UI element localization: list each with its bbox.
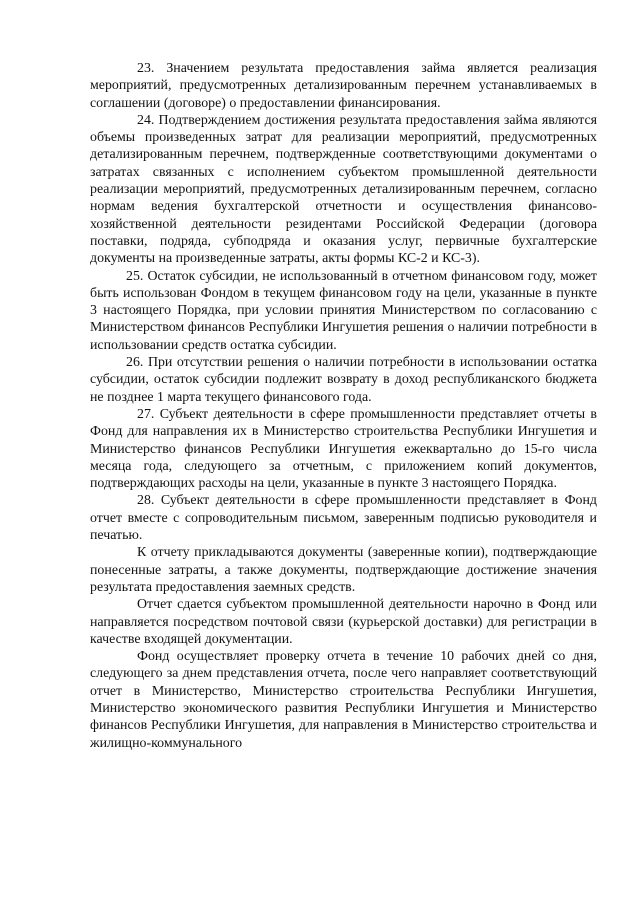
paragraph-verification: Фонд осуществляет проверку отчета в течение 10 рабочих дней со дня, следующего за днем представления отчета, после чего направляет соответствующий отчет в Министерство, Министерство строительства Республики Ингушетия, Министерство экономического развития Республики Ингушетия и Министерство финансов Республики Ингушетия, для направления в Министерство строительства и жилищно-коммунального (90, 649, 597, 751)
paragraph-27: 27. Субъект деятельности в сфере промышленности представляет отчеты в Фонд для направления их в Министерство строительства Республики Ингушетия и Министерство финансов Республики Ингушетия ежеквартально до 15-го числа месяца года, следующего за отчетным, с приложением копий документов, подтверждающих расходы на цели, указанные в пункте 3 настоящего Порядка. (90, 406, 597, 492)
paragraph-attachments: К отчету прикладываются документы (заверенные копии), подтверждающие понесенные затраты, а также документы, подтверждающие достижение значения результата предоставления заемных средств. (90, 545, 597, 595)
paragraph-23: 23. Значением результата предоставления займа является реализация мероприятий, предусмотренных детализированным перечнем устанавливаемых в соглашении (договоре) о предоставлении финансирования. (90, 61, 597, 111)
paragraph-26: 26. При отсутствии решения о наличии потребности в использовании остатка субсидии, остаток субсидии подлежит возврату в доход республиканского бюджета не позднее 1 марта текущего финансового года. (90, 355, 597, 405)
paragraph-submission: Отчет сдается субъектом промышленной деятельности нарочно в Фонд или направляется посредством почтовой связи (курьерской доставки) для регистрации в качестве входящей документации. (90, 597, 597, 647)
paragraph-28: 28. Субъект деятельности в сфере промышленности представляет в Фонд отчет вместе с сопроводительным письмом, заверенным подписью руководителя и печатью. (90, 493, 597, 544)
paragraph-25: 25. Остаток субсидии, не использованный в отчетном финансовом году, может быть использован Фондом в текущем финансовом году на цели, указанные в пункте 3 настоящего Порядка, при условии принятия Министерством по согласованию с Министерством финансов Республики Ингушетия решения о наличии потребности в использовании средств остатка субсидии. (90, 268, 597, 353)
paragraph-24: 24. Подтверждением достижения результата предоставления займа являются объемы произведенных затрат для реализации мероприятий, предусмотренных детализированным перечнем, подтвержденные соответствующими документами о затратах связанных с исполнением субъектом промышленной деятельности реализации мероприятий, предусмотренных детализированным перечнем, согласно нормам ведения бухгалтерской отчетности и осуществления финансово-хозяйственной деятельности резидентами Российской Федерации (договора поставки, подряда, субподряда и оказания услуг, первичные бухгалтерские документы на произведенные затраты, акты формы КС-2 и КС-3). (90, 112, 597, 267)
document-page (90, 60, 597, 752)
